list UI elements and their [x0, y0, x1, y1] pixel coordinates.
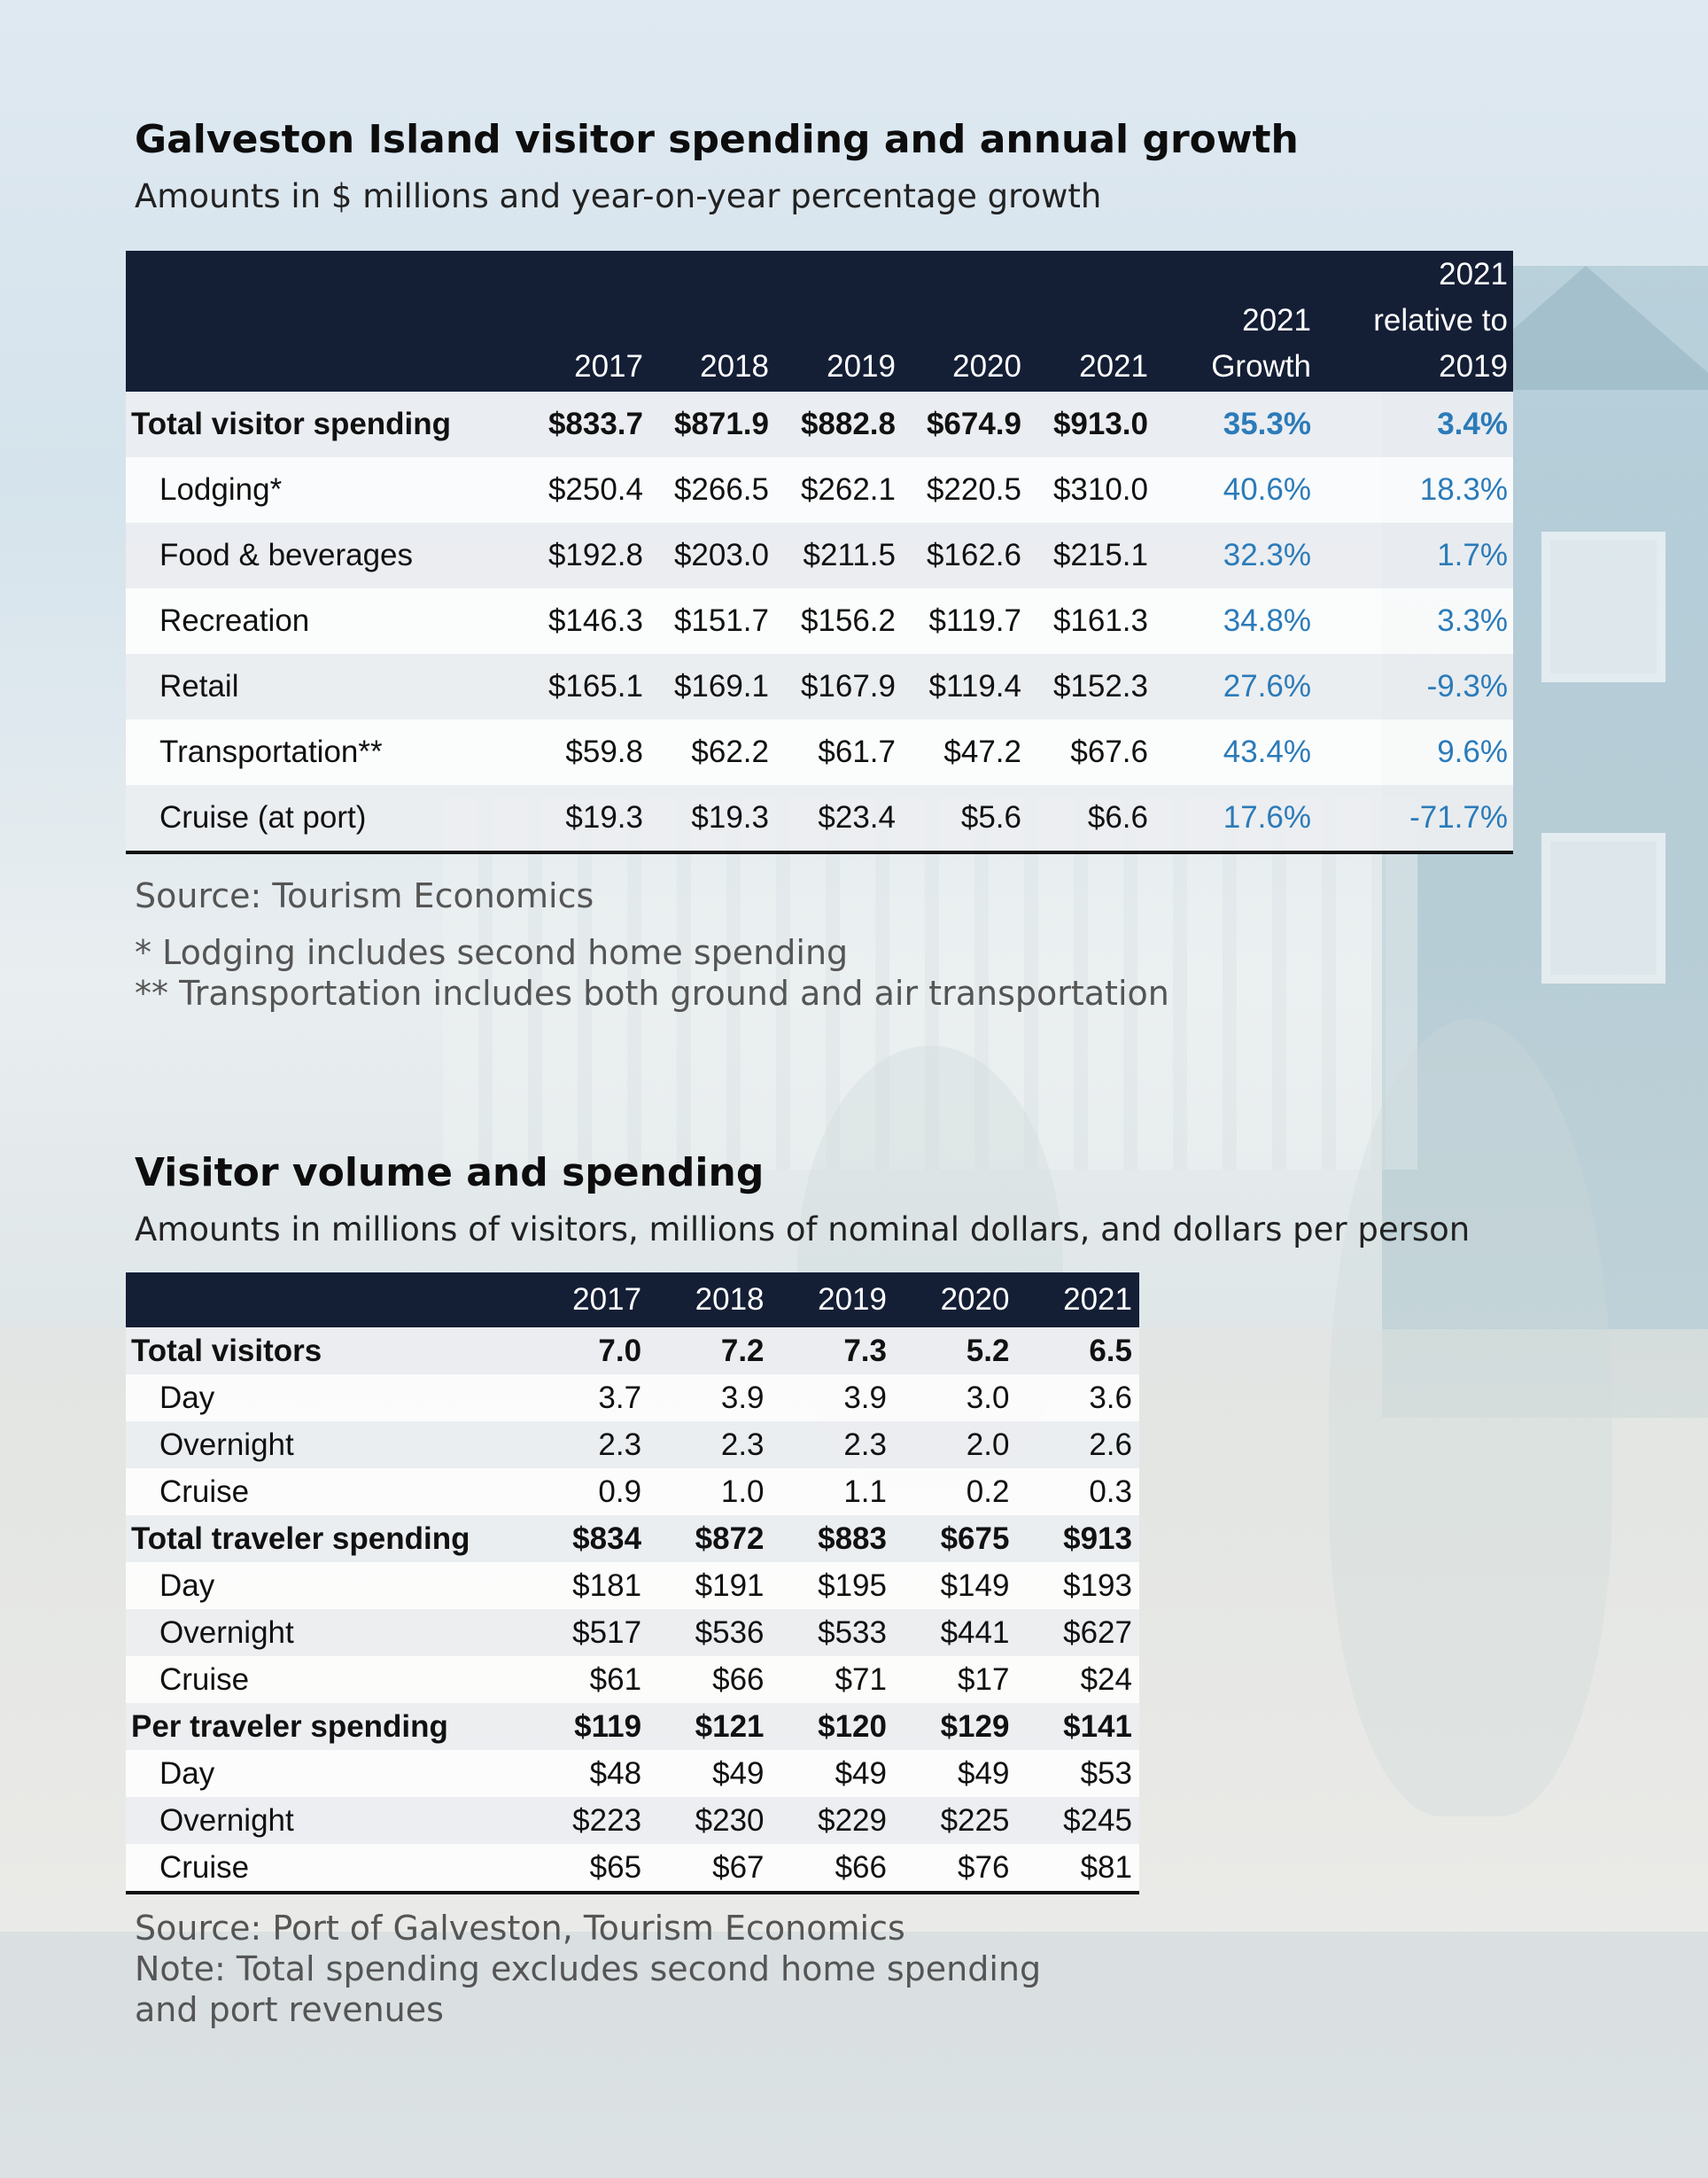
cell-value: $536 — [648, 1609, 771, 1656]
cell-value: $441 — [894, 1609, 1016, 1656]
row-label: Cruise — [126, 1468, 532, 1515]
row-label: Overnight — [126, 1609, 532, 1656]
cell-value: $61.7 — [774, 720, 901, 785]
header-year: 2020 — [901, 251, 1027, 392]
cell-value: $149 — [894, 1562, 1016, 1609]
cell-value: $262.1 — [774, 457, 901, 523]
cell-value: $192.8 — [533, 523, 648, 588]
header-rel-line: relative to — [1373, 303, 1508, 338]
cell-value: $211.5 — [774, 523, 901, 588]
cell-value: $169.1 — [648, 654, 774, 720]
cell-value: $71 — [772, 1656, 894, 1703]
header-growth-line: Growth — [1211, 349, 1311, 384]
cell-value: $61 — [532, 1656, 648, 1703]
cell-value: $156.2 — [774, 588, 901, 654]
row-label: Overnight — [126, 1797, 532, 1844]
cell-value: $59.8 — [533, 720, 648, 785]
table2-subtitle: Amounts in millions of visitors, millions of nominal dollars, and dollars per person — [135, 1210, 1471, 1248]
cell-value: $195 — [772, 1562, 894, 1609]
cell-value: $47.2 — [901, 720, 1027, 785]
cell-value: $220.5 — [901, 457, 1027, 523]
cell-value: $19.3 — [648, 785, 774, 852]
cell-value: $215.1 — [1027, 523, 1153, 588]
cell-value: $882.8 — [774, 392, 901, 457]
header-growth — [1153, 251, 1316, 392]
cell-value: 1.1 — [772, 1468, 894, 1515]
cell-value: $81 — [1016, 1844, 1139, 1893]
cell-value: $203.0 — [648, 523, 774, 588]
cell-value: $871.9 — [648, 392, 774, 457]
row-label: Total visitor spending — [126, 392, 533, 457]
table-row — [126, 720, 1513, 785]
cell-value: $167.9 — [774, 654, 901, 720]
cell-value: 2.3 — [532, 1421, 648, 1468]
cell-growth: 17.6% — [1153, 785, 1316, 852]
cell-value: 7.3 — [772, 1327, 894, 1374]
header-year: 2021 — [1016, 1272, 1139, 1327]
cell-growth: 34.8% — [1153, 588, 1316, 654]
cell-value: $913.0 — [1027, 392, 1153, 457]
row-label: Cruise — [126, 1844, 532, 1893]
cell-value: $191 — [648, 1562, 771, 1609]
cell-value: $49 — [648, 1750, 771, 1797]
cell-value: $913 — [1016, 1515, 1139, 1562]
table-row — [126, 1703, 1139, 1750]
table1-title: Galveston Island visitor spending and annual growth — [135, 117, 1299, 162]
row-label: Overnight — [126, 1421, 532, 1468]
cell-value: $67.6 — [1027, 720, 1153, 785]
table1-source: Source: Tourism Economics — [135, 876, 594, 915]
header-year: 2019 — [772, 1272, 894, 1327]
cell-value: 2.3 — [772, 1421, 894, 1468]
cell-value: 7.2 — [648, 1327, 771, 1374]
cell-value: $266.5 — [648, 457, 774, 523]
cell-value: 3.6 — [1016, 1374, 1139, 1421]
cell-value: 0.9 — [532, 1468, 648, 1515]
visitor-volume-table — [126, 1272, 1139, 1894]
header-rel-line: 2019 — [1439, 349, 1508, 384]
cell-value: $517 — [532, 1609, 648, 1656]
header-year: 2018 — [648, 1272, 771, 1327]
cell-value: $76 — [894, 1844, 1016, 1893]
cell-value: $162.6 — [901, 523, 1027, 588]
header-label — [126, 251, 533, 392]
cell-value: $66 — [648, 1656, 771, 1703]
table-row — [126, 1421, 1139, 1468]
cell-growth: 40.6% — [1153, 457, 1316, 523]
row-label: Food & beverages — [126, 523, 533, 588]
cell-relative: 9.6% — [1316, 720, 1513, 785]
cell-value: $119 — [532, 1703, 648, 1750]
cell-value: $67 — [648, 1844, 771, 1893]
cell-value: $23.4 — [774, 785, 901, 852]
table2-title: Visitor volume and spending — [135, 1150, 765, 1195]
cell-value: $883 — [772, 1515, 894, 1562]
row-label: Day — [126, 1374, 532, 1421]
table-row — [126, 523, 1513, 588]
visitor-spending-table — [126, 251, 1513, 854]
header-year: 2020 — [894, 1272, 1016, 1327]
cell-value: 3.9 — [648, 1374, 771, 1421]
cell-value: $310.0 — [1027, 457, 1153, 523]
row-label: Lodging* — [126, 457, 533, 523]
header-year: 2018 — [648, 251, 774, 392]
cell-value: $53 — [1016, 1750, 1139, 1797]
cell-value: $151.7 — [648, 588, 774, 654]
row-label: Retail — [126, 654, 533, 720]
cell-value: $146.3 — [533, 588, 648, 654]
cell-value: $65 — [532, 1844, 648, 1893]
cell-value: $6.6 — [1027, 785, 1153, 852]
cell-value: $165.1 — [533, 654, 648, 720]
cell-value: $66 — [772, 1844, 894, 1893]
table-row — [126, 1327, 1139, 1374]
table-row — [126, 1562, 1139, 1609]
cell-value: $872 — [648, 1515, 771, 1562]
table2-source: Source: Port of Galveston, Tourism Economics — [135, 1909, 905, 1948]
cell-value: $5.6 — [901, 785, 1027, 852]
cell-value: $120 — [772, 1703, 894, 1750]
cell-value: $129 — [894, 1703, 1016, 1750]
cell-growth: 35.3% — [1153, 392, 1316, 457]
row-label: Cruise — [126, 1656, 532, 1703]
cell-value: $230 — [648, 1797, 771, 1844]
cell-relative: 1.7% — [1316, 523, 1513, 588]
cell-value: $245 — [1016, 1797, 1139, 1844]
cell-value: $121 — [648, 1703, 771, 1750]
cell-value: $19.3 — [533, 785, 648, 852]
row-label: Per traveler spending — [126, 1703, 532, 1750]
cell-value: $17 — [894, 1656, 1016, 1703]
cell-value: $675 — [894, 1515, 1016, 1562]
row-label: Day — [126, 1750, 532, 1797]
header-relative-2019 — [1316, 251, 1513, 392]
table1-subtitle: Amounts in $ millions and year-on-year percentage growth — [135, 177, 1102, 215]
row-label: Cruise (at port) — [126, 785, 533, 852]
cell-value: $627 — [1016, 1609, 1139, 1656]
cell-value: $193 — [1016, 1562, 1139, 1609]
header-year: 2017 — [533, 251, 648, 392]
table-row — [126, 588, 1513, 654]
cell-value: 2.0 — [894, 1421, 1016, 1468]
cell-value: $223 — [532, 1797, 648, 1844]
table-header-row — [126, 1272, 1139, 1327]
table-row — [126, 785, 1513, 852]
cell-relative: 18.3% — [1316, 457, 1513, 523]
row-label: Total visitors — [126, 1327, 532, 1374]
table-row — [126, 1750, 1139, 1797]
cell-relative: 3.4% — [1316, 392, 1513, 457]
row-label: Transportation** — [126, 720, 533, 785]
table-row — [126, 654, 1513, 720]
table1-footnote-lodging: * Lodging includes second home spending — [135, 933, 849, 972]
cell-value: $229 — [772, 1797, 894, 1844]
cell-value: $49 — [772, 1750, 894, 1797]
header-year: 2019 — [774, 251, 901, 392]
table-row — [126, 1844, 1139, 1893]
table-row — [126, 1609, 1139, 1656]
cell-value: 2.6 — [1016, 1421, 1139, 1468]
table2-note-line: and port revenues — [135, 1990, 444, 2029]
table-row — [126, 1515, 1139, 1562]
header-rel-line: 2021 — [1439, 257, 1508, 292]
cell-growth: 32.3% — [1153, 523, 1316, 588]
cell-value: $141 — [1016, 1703, 1139, 1750]
cell-value: $62.2 — [648, 720, 774, 785]
cell-value: $225 — [894, 1797, 1016, 1844]
header-growth-line: 2021 — [1242, 303, 1311, 338]
cell-value: $674.9 — [901, 392, 1027, 457]
cell-relative: -71.7% — [1316, 785, 1513, 852]
table-row — [126, 1468, 1139, 1515]
cell-value: $152.3 — [1027, 654, 1153, 720]
row-label: Total traveler spending — [126, 1515, 532, 1562]
cell-value: $161.3 — [1027, 588, 1153, 654]
header-year: 2017 — [532, 1272, 648, 1327]
table-header-row — [126, 251, 1513, 392]
table-row — [126, 1656, 1139, 1703]
cell-growth: 27.6% — [1153, 654, 1316, 720]
cell-value: 3.9 — [772, 1374, 894, 1421]
table-row — [126, 1797, 1139, 1844]
cell-growth: 43.4% — [1153, 720, 1316, 785]
cell-value: 7.0 — [532, 1327, 648, 1374]
header-year: 2021 — [1027, 251, 1153, 392]
cell-value: 6.5 — [1016, 1327, 1139, 1374]
cell-value: $833.7 — [533, 392, 648, 457]
cell-value: 2.3 — [648, 1421, 771, 1468]
cell-value: $834 — [532, 1515, 648, 1562]
table1-footnote-transportation: ** Transportation includes both ground and air transportation — [135, 974, 1169, 1013]
cell-value: 3.7 — [532, 1374, 648, 1421]
cell-value: $24 — [1016, 1656, 1139, 1703]
cell-value: 0.3 — [1016, 1468, 1139, 1515]
cell-value: $48 — [532, 1750, 648, 1797]
table2-note-line: Note: Total spending excludes second home spending — [135, 1949, 1042, 1988]
header-label — [126, 1272, 532, 1327]
table-row — [126, 392, 1513, 457]
cell-value: 3.0 — [894, 1374, 1016, 1421]
row-label: Recreation — [126, 588, 533, 654]
cell-value: $533 — [772, 1609, 894, 1656]
cell-value: $49 — [894, 1750, 1016, 1797]
cell-value: 1.0 — [648, 1468, 771, 1515]
cell-value: $119.4 — [901, 654, 1027, 720]
table-row — [126, 1374, 1139, 1421]
cell-value: 0.2 — [894, 1468, 1016, 1515]
cell-value: $250.4 — [533, 457, 648, 523]
cell-value: 5.2 — [894, 1327, 1016, 1374]
cell-value: $181 — [532, 1562, 648, 1609]
table-row — [126, 457, 1513, 523]
row-label: Day — [126, 1562, 532, 1609]
cell-relative: 3.3% — [1316, 588, 1513, 654]
cell-value: $119.7 — [901, 588, 1027, 654]
cell-relative: -9.3% — [1316, 654, 1513, 720]
